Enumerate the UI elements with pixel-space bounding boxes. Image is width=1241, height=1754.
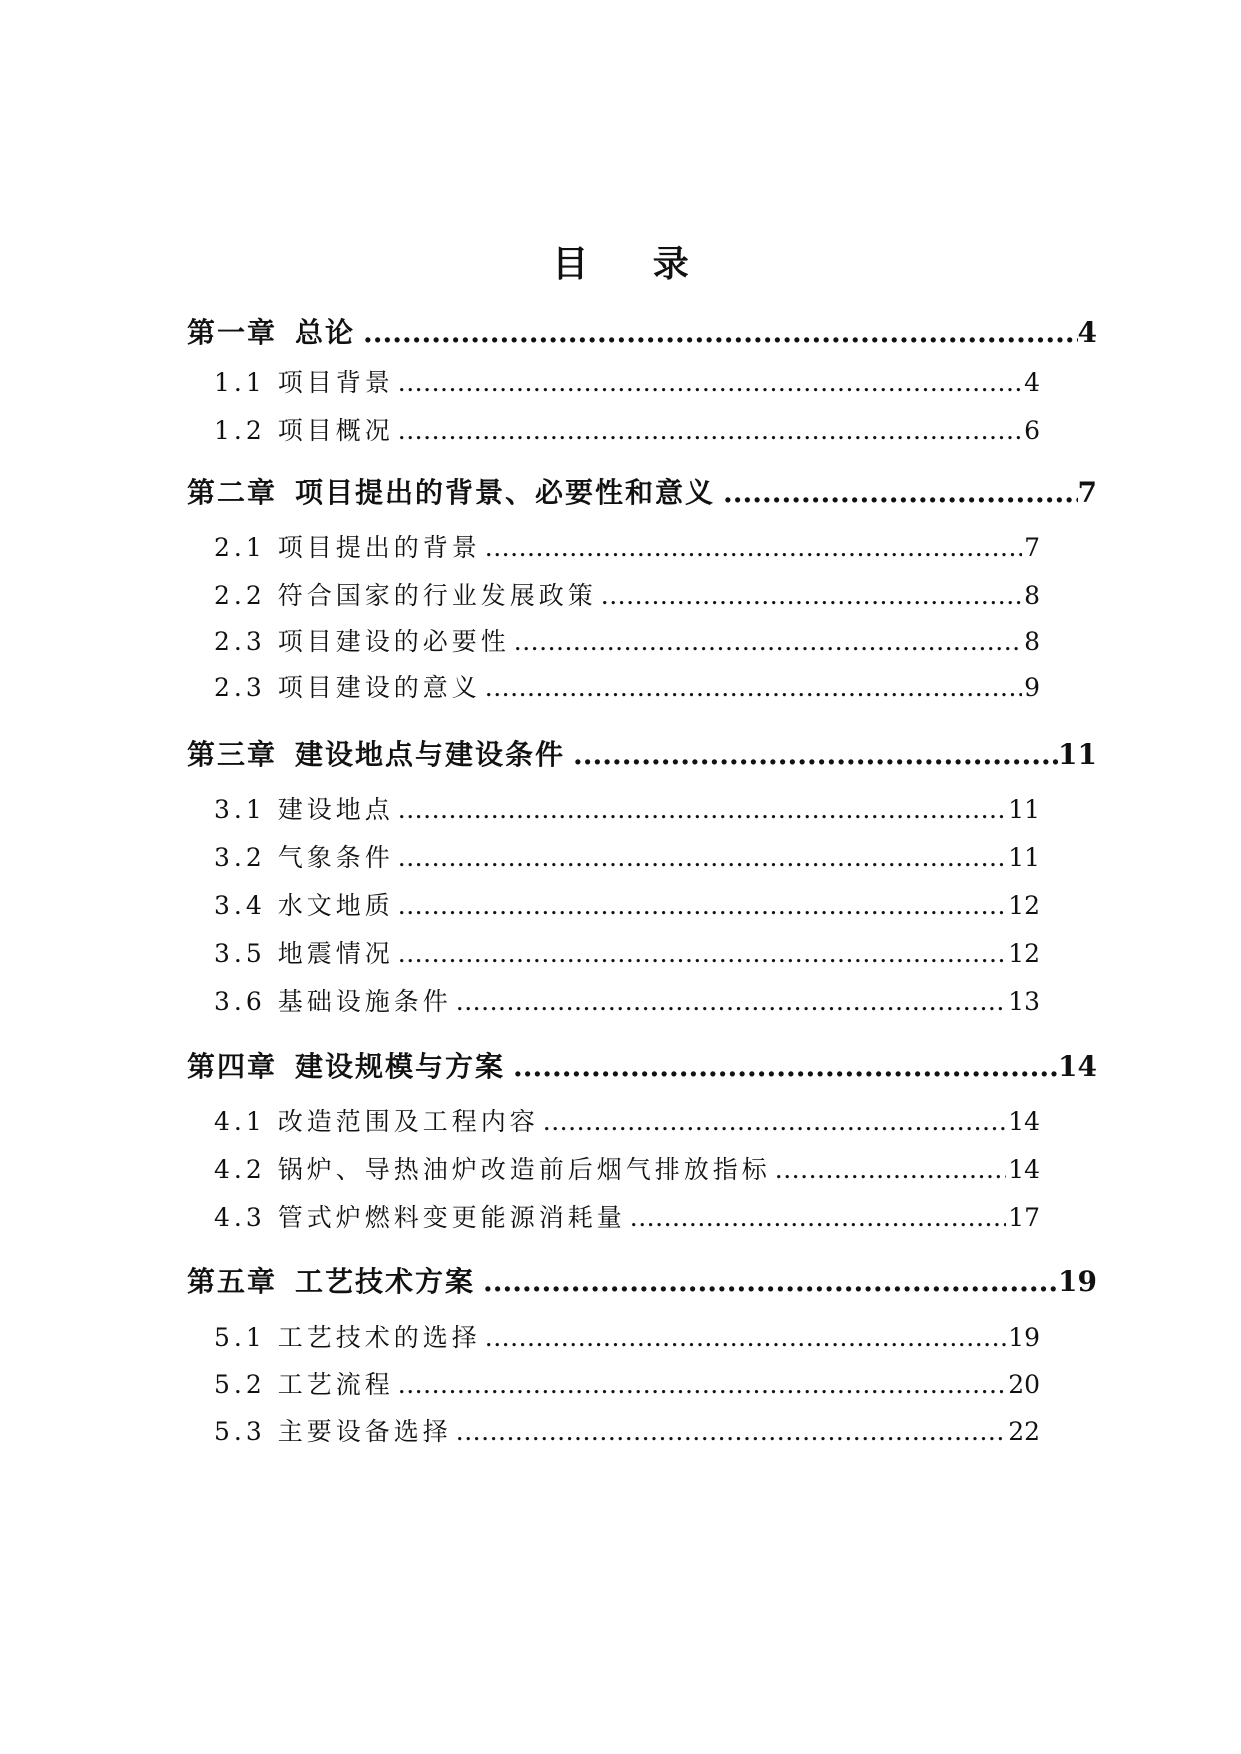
toc-entry-number: 2.2 (214, 581, 266, 610)
toc-page-number: 8 (1024, 627, 1040, 656)
toc-entry-number: 1.2 (214, 416, 266, 445)
toc-entry-number: 第一章 (187, 316, 278, 349)
toc-entry-label (187, 473, 715, 513)
toc-entry-title: 工艺技术的选择 (277, 1323, 481, 1352)
toc-entry-label (214, 1367, 394, 1403)
toc-page-number: 4 (1077, 316, 1097, 349)
toc-section-entry[interactable] (214, 888, 1040, 924)
toc-chapter-entry[interactable] (187, 1262, 1097, 1302)
toc-page-number: 17 (1008, 1203, 1040, 1232)
toc-page-number: 7 (1024, 533, 1040, 562)
toc-entry-title: 主要设备选择 (277, 1417, 452, 1446)
toc-entry-number: 第四章 (187, 1050, 278, 1083)
toc-section-entry[interactable] (214, 530, 1040, 566)
toc-entry-label (214, 624, 510, 660)
toc-page-number: 22 (1008, 1417, 1040, 1446)
toc-entry-label (187, 313, 355, 353)
toc-section-entry[interactable] (214, 1104, 1040, 1140)
toc-chapter-entry[interactable] (187, 473, 1097, 513)
toc-entry-number: 5.2 (214, 1370, 266, 1399)
toc-entry-number: 第三章 (187, 738, 278, 771)
toc-entry-number: 3.2 (214, 843, 266, 872)
toc-entry-label (214, 1152, 771, 1188)
toc-section-entry[interactable] (214, 624, 1040, 660)
dot-leader (513, 1047, 1058, 1087)
dot-leader (630, 1200, 1006, 1236)
dot-leader (398, 1367, 1006, 1403)
toc-entry-label (187, 1262, 475, 1302)
toc-entry-number: 2.3 (214, 627, 266, 656)
toc-entry-title: 管式炉燃料变更能源消耗量 (277, 1203, 626, 1232)
toc-chapter-entry[interactable] (187, 1047, 1097, 1087)
toc-entry-label (214, 670, 481, 706)
toc-entry-title: 建设地点 (277, 795, 394, 824)
toc-page-number: 14 (1008, 1107, 1040, 1136)
dot-leader (456, 984, 1006, 1020)
toc-page-number: 19 (1008, 1323, 1040, 1352)
toc-page-number: 11 (1008, 795, 1040, 824)
toc-section-entry[interactable] (214, 1200, 1040, 1236)
toc-entry-number: 2.1 (214, 533, 266, 562)
toc-entry-label (214, 1320, 481, 1356)
dot-leader (775, 1152, 1006, 1188)
toc-entry-number: 3.6 (214, 987, 266, 1016)
toc-entry-number: 4.3 (214, 1203, 266, 1232)
toc-entry-title: 气象条件 (277, 843, 394, 872)
toc-page-number: 12 (1008, 939, 1040, 968)
toc-page-number: 14 (1058, 1050, 1097, 1083)
toc-entry-title: 建设规模与方案 (295, 1050, 506, 1083)
toc-entry-label (214, 840, 394, 876)
toc-page-number: 6 (1024, 416, 1040, 445)
dot-leader (514, 624, 1022, 660)
toc-entry-label (214, 936, 394, 972)
toc-section-entry[interactable] (214, 936, 1040, 972)
toc-section-entry[interactable] (214, 984, 1040, 1020)
toc-entry-number: 第二章 (187, 476, 278, 509)
toc-entry-title: 地震情况 (277, 939, 394, 968)
toc-entry-number: 1.1 (214, 368, 266, 397)
toc-entry-title: 锅炉、导热油炉改造前后烟气排放指标 (277, 1155, 771, 1184)
toc-page-number: 20 (1008, 1370, 1040, 1399)
toc-entry-title: 项目提出的背景 (277, 533, 481, 562)
toc-section-entry[interactable] (214, 365, 1040, 401)
toc-chapter-entry[interactable] (187, 735, 1097, 775)
dot-leader (398, 840, 1006, 876)
toc-section-entry[interactable] (214, 840, 1040, 876)
toc-entry-title: 项目背景 (277, 368, 394, 397)
toc-entry-title: 项目提出的背景、必要性和意义 (295, 476, 716, 509)
dot-leader (398, 936, 1006, 972)
toc-entry-label (214, 792, 394, 828)
toc-entry-title: 总论 (295, 316, 356, 349)
toc-section-entry[interactable] (214, 670, 1040, 706)
toc-entry-number: 2.3 (214, 673, 266, 702)
toc-entry-label (214, 413, 394, 449)
toc-page-number: 4 (1024, 368, 1040, 397)
toc-entry-number: 4.1 (214, 1107, 266, 1136)
toc-page-number: 14 (1008, 1155, 1040, 1184)
toc-entry-title: 工艺技术方案 (295, 1265, 476, 1298)
dot-leader (543, 1104, 1006, 1140)
dot-leader (483, 1262, 1058, 1302)
toc-section-entry[interactable] (214, 1414, 1040, 1450)
toc-entry-label (214, 1104, 539, 1140)
toc-entry-title: 项目概况 (277, 416, 394, 445)
toc-entry-number: 4.2 (214, 1155, 266, 1184)
dot-leader (398, 888, 1006, 924)
toc-page-number: 19 (1058, 1265, 1097, 1298)
toc-page-number: 13 (1008, 987, 1040, 1016)
dot-leader (398, 413, 1022, 449)
toc-chapter-entry[interactable] (187, 313, 1097, 353)
toc-entry-number: 3.5 (214, 939, 266, 968)
toc-entry-label (214, 530, 481, 566)
toc-entry-title: 水文地质 (277, 891, 394, 920)
toc-entry-label (214, 1200, 626, 1236)
toc-section-entry[interactable] (214, 1367, 1040, 1403)
toc-page-number: 11 (1008, 843, 1040, 872)
toc-entry-title: 项目建设的必要性 (277, 627, 510, 656)
dot-leader (485, 670, 1022, 706)
toc-section-entry[interactable] (214, 1152, 1040, 1188)
toc-entry-number: 3.1 (214, 795, 266, 824)
toc-entry-label (214, 1414, 452, 1450)
dot-leader (398, 365, 1022, 401)
dot-leader (363, 313, 1077, 353)
toc-entry-label (214, 578, 597, 614)
toc-entry-number: 3.4 (214, 891, 266, 920)
dot-leader (485, 530, 1022, 566)
toc-page-number: 7 (1077, 476, 1097, 509)
dot-leader (573, 735, 1058, 775)
toc-section-entry[interactable] (214, 413, 1040, 449)
toc-entry-label (187, 1047, 505, 1087)
toc-entry-title: 项目建设的意义 (277, 673, 481, 702)
toc-page-number: 9 (1024, 673, 1040, 702)
toc-entry-label (214, 888, 394, 924)
dot-leader (456, 1414, 1006, 1450)
toc-entry-label (187, 735, 565, 775)
dot-leader (398, 792, 1006, 828)
toc-entry-title: 建设地点与建设条件 (295, 738, 566, 771)
toc-section-entry[interactable] (214, 578, 1040, 614)
toc-entry-number: 5.1 (214, 1323, 266, 1352)
toc-entry-title: 基础设施条件 (277, 987, 452, 1016)
toc-entry-number: 第五章 (187, 1265, 278, 1298)
dot-leader (601, 578, 1022, 614)
dot-leader (485, 1320, 1006, 1356)
toc-page-number: 11 (1058, 738, 1097, 771)
toc-entry-title: 改造范围及工程内容 (277, 1107, 539, 1136)
toc-entry-title: 工艺流程 (277, 1370, 394, 1399)
toc-page-number: 12 (1008, 891, 1040, 920)
toc-entry-number: 5.3 (214, 1417, 266, 1446)
toc-entry-label (214, 984, 452, 1020)
toc-entry-title: 符合国家的行业发展政策 (277, 581, 597, 610)
toc-section-entry[interactable] (214, 792, 1040, 828)
dot-leader (723, 473, 1077, 513)
toc-title: 目 录 (552, 243, 715, 285)
toc-section-entry[interactable] (214, 1320, 1040, 1356)
toc-entry-label (214, 365, 394, 401)
toc-page-number: 8 (1024, 581, 1040, 610)
